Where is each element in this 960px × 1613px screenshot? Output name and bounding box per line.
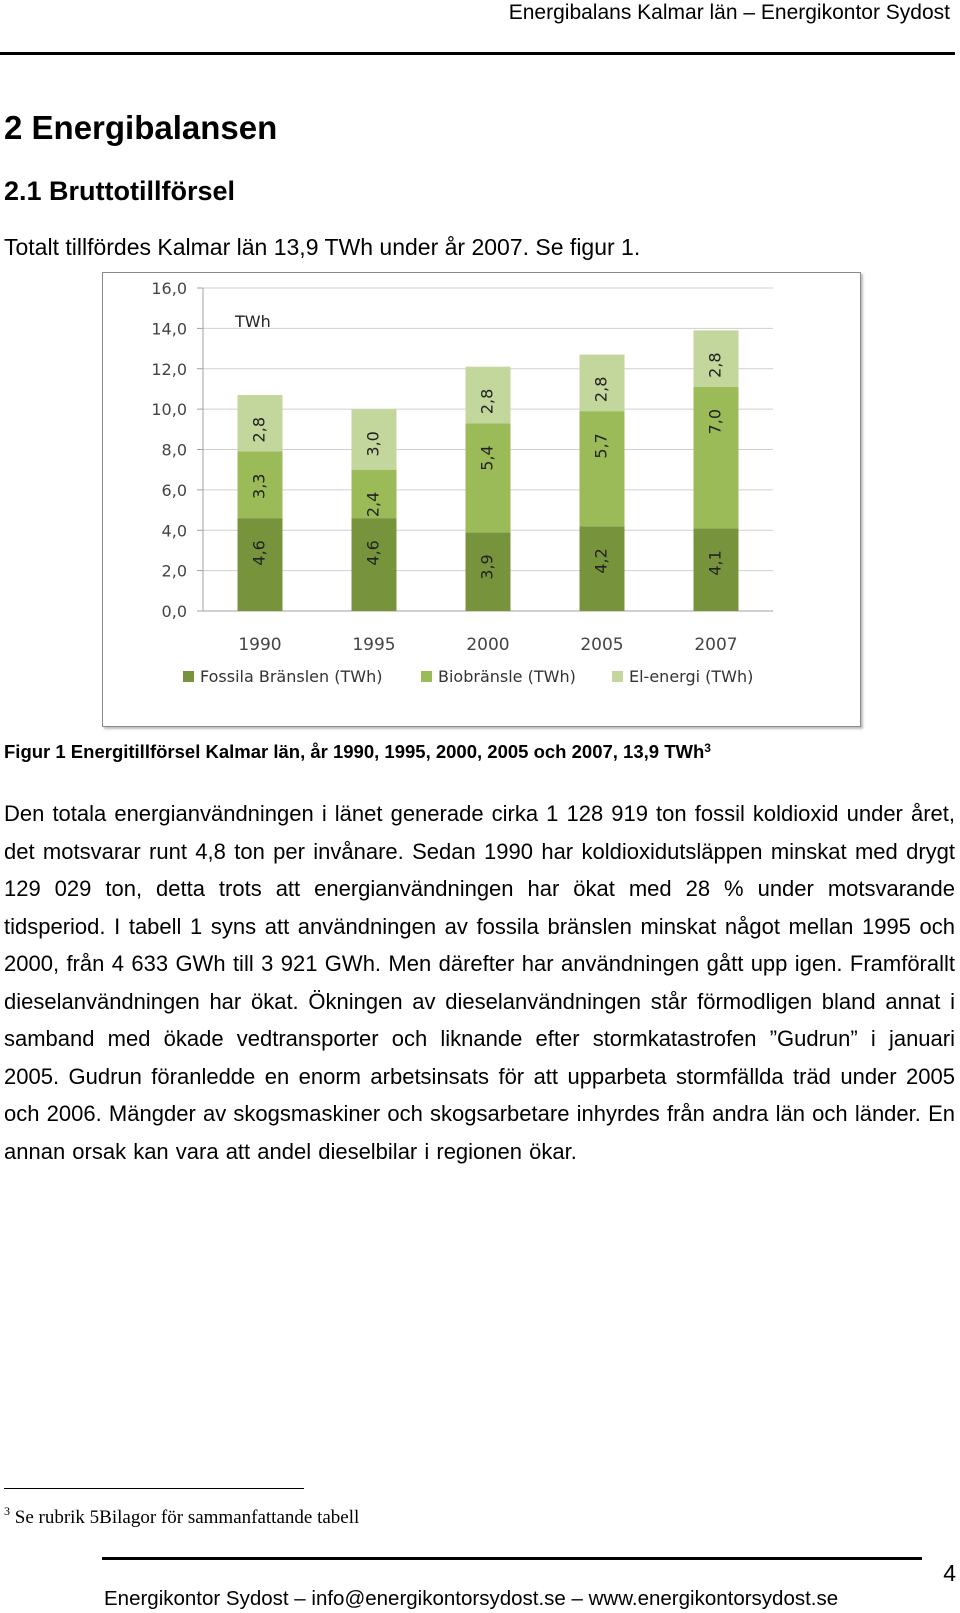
- y-tick-label: 12,0: [151, 359, 187, 379]
- x-tick-label: 2005: [580, 635, 624, 655]
- data-label: 3,0: [363, 431, 383, 457]
- data-label: 4,2: [591, 548, 611, 574]
- figure-caption-text: Figur 1 Energitillförsel Kalmar län, år 1990, 1995, 2000, 2005 och 2007, 13,9 TWh: [4, 741, 705, 762]
- y-tick-label: 8,0: [161, 440, 187, 460]
- data-label: 5,7: [591, 433, 611, 459]
- running-header: Energibalans Kalmar län – Energikontor Sydost: [508, 1, 950, 24]
- x-tick-label: 2000: [466, 635, 510, 655]
- data-label: 2,8: [249, 416, 269, 443]
- data-label: 5,4: [477, 445, 497, 471]
- legend-swatch: [183, 671, 194, 682]
- y-tick-label: 14,0: [151, 319, 187, 339]
- footnote: [4, 1499, 359, 1530]
- data-label: 4,6: [363, 540, 383, 566]
- x-tick-label: 1995: [352, 635, 396, 655]
- legend-entry: El-energi (TWh): [629, 667, 754, 686]
- body-paragraph: Den totala energianvändningen i länet generade cirka 1 128 919 ton fossil koldioxid under året, det motsvarar runt 4,8 ton per invånare. Sedan 1990 har koldioxidutsläppen minskat med drygt 129 029 ton, detta trots att energianvändningen har ökat med 28 % under motsvarande tidsperiod. I tabell 1 syns att användningen av fossila bränslen minskat något mellan 1995 och 2000, från 4 633 GWh till 3 921 GWh. Men därefter har användningen gått upp igen. Framförallt dieselanvändningen har ökat. Ökningen av dieselanvändningen står förmodligen bland annat i samband med ökade vedtransporter och liknande efter stormkatastrofen ”Gudrun” i januari 2005. Gudrun föranledde en enorm arbetsinsats för att upparbeta stormfällda träd under 2005 och 2006. Mängder av skogsmaskiner och skogsarbetare inhyrdes från andra län och länder. En annan orsak kan vara att andel dieselbilar i regionen ökar.: [4, 801, 955, 1164]
- bar-segment: [580, 411, 625, 526]
- y-tick-label: 10,0: [151, 400, 187, 420]
- bar-segment: [466, 423, 511, 532]
- footer-rule: [102, 1557, 922, 1560]
- section-subheading: 2.1 Bruttotillförsel: [4, 176, 236, 206]
- page-number: 4: [943, 1560, 956, 1586]
- bar-segment: [694, 387, 739, 528]
- intro-paragraph: Totalt tillfördes Kalmar län 13,9 TWh under år 2007. Se figur 1.: [4, 234, 641, 260]
- footer-text: Energikontor Sydost – info@energikontorsydost.se – www.energikontorsydost.se: [104, 1587, 839, 1610]
- energy-supply-chart: [102, 272, 861, 727]
- header-rule: [0, 52, 955, 55]
- figure-caption: [4, 736, 711, 764]
- x-tick-label: 2007: [694, 635, 738, 655]
- legend-entry: Biobränsle (TWh): [438, 667, 576, 686]
- legend-swatch: [612, 671, 623, 682]
- data-label: 4,6: [249, 540, 269, 566]
- data-label: 4,1: [705, 550, 725, 576]
- footnote-rule: [4, 1488, 304, 1489]
- footnote-number: 3: [4, 1504, 10, 1518]
- legend-swatch: [421, 671, 432, 682]
- y-unit-label: TWh: [235, 312, 271, 331]
- footnote-text: Se rubrik 5Bilagor för sammanfattande tabell: [14, 1507, 360, 1528]
- legend-entry: Fossila Bränslen (TWh): [200, 667, 383, 686]
- data-label: 2,8: [591, 376, 611, 403]
- chart-svg: [103, 273, 860, 726]
- y-tick-label: 16,0: [151, 279, 187, 298]
- data-label: 3,9: [477, 554, 497, 580]
- x-tick-label: 1990: [238, 635, 282, 655]
- data-label: 2,4: [363, 491, 383, 518]
- y-tick-label: 0,0: [161, 602, 187, 621]
- data-label: 3,3: [249, 473, 269, 499]
- caption-footnote-ref: 3: [704, 741, 711, 755]
- data-label: 2,8: [705, 352, 725, 378]
- section-heading: 2 Energibalansen: [4, 109, 278, 146]
- data-label: 2,8: [477, 388, 497, 415]
- data-label: 7,0: [705, 408, 725, 435]
- y-tick-label: 4,0: [161, 521, 187, 541]
- y-tick-label: 6,0: [161, 480, 187, 500]
- y-tick-label: 2,0: [161, 561, 187, 581]
